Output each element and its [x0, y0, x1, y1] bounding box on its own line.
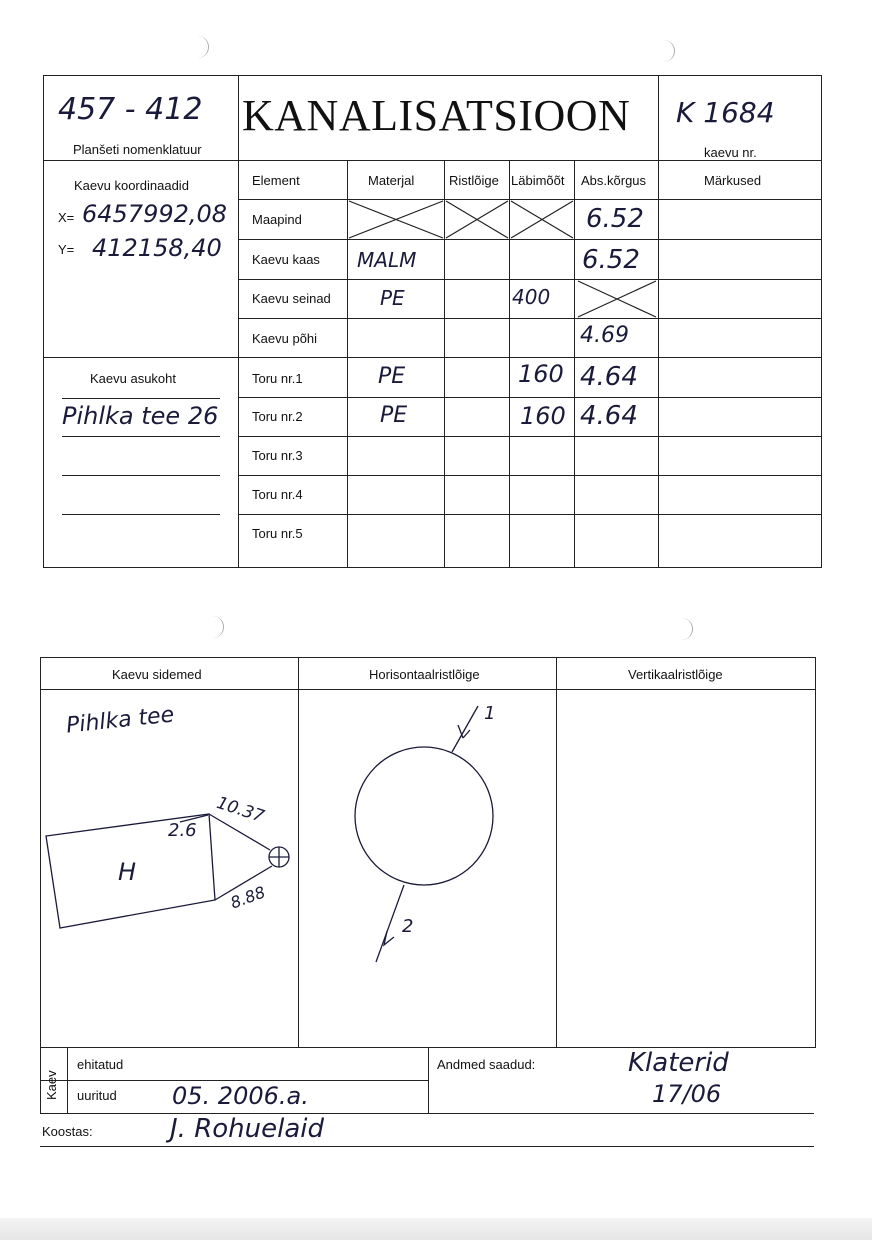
sketch-house-label: H — [118, 858, 137, 886]
col-header-markused: Märkused — [704, 173, 762, 188]
page-title: KANALISATSIOON — [242, 91, 631, 140]
row-element: Toru nr.4 — [252, 487, 303, 502]
cell-materjal: PE — [378, 364, 406, 389]
cell-materjal: MALM — [357, 248, 417, 272]
sidemed-header: Kaevu sidemed — [112, 667, 202, 682]
row-element: Toru nr.3 — [252, 448, 303, 463]
pipe-label: 1 — [484, 703, 496, 724]
cell-labimoot: 160 — [520, 402, 566, 430]
compiled-label: Koostas: — [42, 1124, 93, 1139]
cell-abs: 4.64 — [580, 401, 638, 431]
compiled-value: J. Rohuelaid — [170, 1114, 325, 1144]
sketch-distance-b: 2.6 — [168, 820, 197, 841]
cell-materjal: PE — [380, 403, 408, 428]
x-coordinate-value: 6457992,08 — [82, 200, 228, 228]
well-number-value: K 1684 — [676, 96, 775, 129]
surveyed-value: 05. 2006.a. — [172, 1082, 309, 1110]
vertical-section-header: Vertikaalristlõige — [628, 667, 723, 682]
horizontal-section-header: Horisontaalristlõige — [369, 667, 480, 682]
scan-edge — [0, 1218, 872, 1240]
coordinates-label: Kaevu koordinaadid — [74, 178, 189, 193]
col-header-labimoot: Läbimõõt — [511, 173, 565, 188]
row-element: Toru nr.1 — [252, 371, 303, 386]
cell-abs: 6.52 — [586, 204, 644, 234]
row-element: Kaevu põhi — [252, 331, 318, 346]
col-header-element: Element — [252, 173, 300, 188]
data-from-label: Andmed saadud: — [437, 1057, 536, 1072]
y-coordinate-value: 412158,40 — [92, 234, 222, 262]
cell-abs: 6.52 — [582, 245, 640, 275]
sketch-distance-c: 8.88 — [227, 882, 268, 913]
cell-abs: 4.69 — [580, 323, 629, 348]
row-element: Kaevu seinad — [252, 291, 331, 306]
cell-labimoot: 400 — [512, 285, 551, 309]
well-number-label: kaevu nr. — [704, 145, 757, 160]
data-from-date: 17/06 — [652, 1080, 722, 1108]
row-element: Maapind — [252, 212, 302, 227]
surveyed-label: uuritud — [77, 1088, 117, 1103]
built-label: ehitatud — [77, 1057, 124, 1072]
row-element: Toru nr.5 — [252, 526, 303, 541]
col-header-abs: Abs.kõrgus — [581, 173, 647, 188]
data-from-value: Klaterid — [628, 1048, 729, 1078]
x-prefix: X= — [58, 210, 75, 225]
row-element: Kaevu kaas — [252, 252, 320, 267]
side-label-kaev: Kaev — [44, 1070, 59, 1100]
col-header-materjal: Materjal — [368, 173, 415, 188]
nomenclature-value: 457 - 412 — [58, 92, 203, 127]
cell-abs: 4.64 — [580, 362, 638, 392]
row-element: Toru nr.2 — [252, 409, 303, 424]
cell-materjal: PE — [380, 286, 405, 310]
col-header-ristloige: Ristlõige — [449, 173, 499, 188]
sketch-street-label: Pihlka tee — [64, 702, 176, 739]
cell-labimoot: 160 — [518, 360, 564, 388]
pipe-label: 2 — [402, 916, 414, 937]
location-value: Pihlka tee 26 — [62, 402, 219, 430]
y-prefix: Y= — [58, 242, 75, 257]
sketch-distance-a: 10.37 — [214, 792, 267, 828]
horizontal-section-sketch — [300, 690, 556, 1048]
location-label: Kaevu asukoht — [90, 371, 177, 386]
nomenclature-label: Planšeti nomenklatuur — [73, 142, 202, 157]
